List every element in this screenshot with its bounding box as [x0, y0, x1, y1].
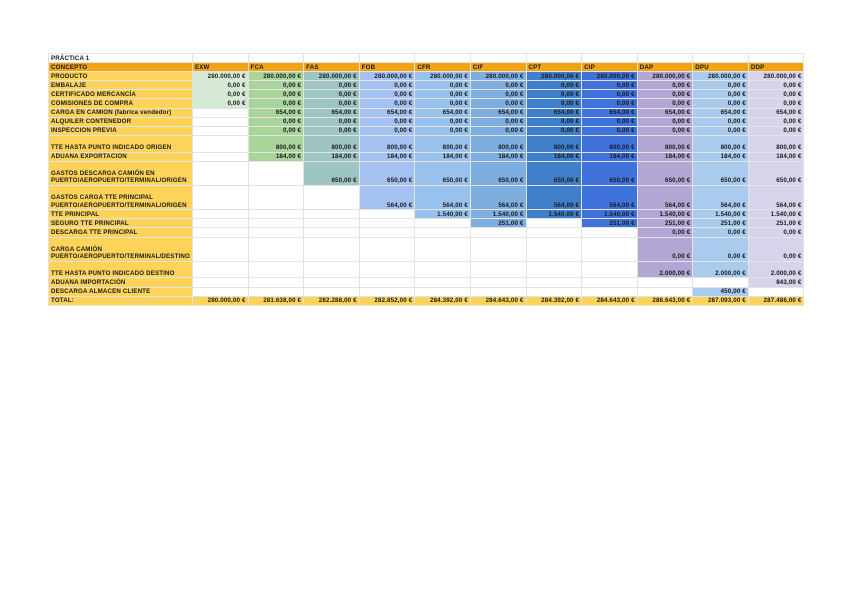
row-label[interactable]: ADUANA EXPORTACIÓN [49, 152, 193, 161]
value-cell-fas[interactable]: 184,00 € [304, 152, 360, 161]
value-cell-fca[interactable] [248, 161, 304, 185]
value-cell-cpt[interactable]: 564,00 € [526, 185, 582, 209]
value-cell-exw[interactable]: 0,00 € [192, 90, 248, 99]
row-label[interactable]: TTE PRINCIPAL [49, 210, 193, 219]
value-cell-fca[interactable] [248, 185, 304, 209]
value-cell-cif[interactable] [470, 228, 526, 237]
value-cell-fas[interactable]: 280.000,00 € [304, 72, 360, 81]
row-label[interactable]: DESCARGA ALMACÉN CLIENTE [49, 287, 193, 296]
value-cell-fob[interactable]: 0,00 € [359, 81, 415, 90]
value-cell-fas[interactable]: 0,00 € [304, 126, 360, 135]
row-label[interactable]: ALQUILER CONTENEDOR [49, 117, 193, 126]
value-cell-cif[interactable]: 800,00 € [470, 135, 526, 152]
value-cell-ddp[interactable]: 0,00 € [748, 126, 804, 135]
table-row [49, 278, 804, 287]
value-cell-ddp[interactable]: 251,00 € [748, 219, 804, 228]
value-cell-fob[interactable]: 0,00 € [359, 99, 415, 108]
value-cell-cip[interactable]: 0,00 € [582, 81, 638, 90]
value-cell-exw[interactable] [192, 185, 248, 209]
value-cell-cpt[interactable]: 0,00 € [526, 81, 582, 90]
value-cell-fob[interactable]: 184,00 € [359, 152, 415, 161]
value-cell-fob[interactable]: 280.000,00 € [359, 72, 415, 81]
value-cell-fca[interactable]: 0,00 € [248, 90, 304, 99]
value-cell-cif[interactable]: 0,00 € [470, 90, 526, 99]
total-cell-fca[interactable]: 281.638,00 € [248, 296, 304, 305]
value-cell-cpt[interactable]: 1.540,00 € [526, 210, 582, 219]
value-cell-fca[interactable] [248, 219, 304, 228]
row-label[interactable]: ADUANA IMPORTACIÓN [49, 278, 193, 287]
value-cell-dpu[interactable] [693, 278, 749, 287]
value-cell-cif[interactable]: 0,00 € [470, 126, 526, 135]
table-row [49, 99, 804, 108]
value-cell-dap[interactable]: 650,00 € [637, 161, 693, 185]
value-cell-cif[interactable]: 0,00 € [470, 99, 526, 108]
value-cell-cfr[interactable]: 0,00 € [415, 117, 471, 126]
value-cell-dpu[interactable]: 2.000,00 € [693, 261, 749, 278]
value-cell-fca[interactable] [248, 287, 304, 296]
total-label[interactable]: TOTAL: [49, 296, 193, 305]
value-cell-fas[interactable] [304, 261, 360, 278]
row-label[interactable]: TTE HASTA PUNTO INDICADO DESTINO [49, 261, 193, 278]
value-cell-fca[interactable]: 800,00 € [248, 135, 304, 152]
value-cell-exw[interactable] [192, 135, 248, 152]
title-row-empty-cell[interactable] [192, 54, 248, 63]
value-cell-fas[interactable]: 650,00 € [304, 161, 360, 185]
row-label[interactable]: EMBALAJE [49, 81, 193, 90]
value-cell-cif[interactable] [470, 261, 526, 278]
value-cell-cfr[interactable]: 0,00 € [415, 81, 471, 90]
column-header-cpt[interactable]: CPT [526, 63, 582, 72]
value-cell-cip[interactable]: 0,00 € [582, 99, 638, 108]
value-cell-cif[interactable]: 280.000,00 € [470, 72, 526, 81]
value-cell-ddp[interactable] [748, 287, 804, 296]
sheet-title[interactable]: PRÁCTICA 1 [49, 54, 193, 63]
value-cell-dpu[interactable]: 654,00 € [693, 108, 749, 117]
value-cell-fca[interactable] [248, 261, 304, 278]
table-row [49, 287, 804, 296]
value-cell-exw[interactable] [192, 278, 248, 287]
value-cell-fca[interactable]: 0,00 € [248, 81, 304, 90]
value-cell-dap[interactable]: 0,00 € [637, 117, 693, 126]
value-cell-dpu[interactable]: 0,00 € [693, 228, 749, 237]
total-cell-cif[interactable]: 284.643,00 € [470, 296, 526, 305]
value-cell-cip[interactable]: 0,00 € [582, 126, 638, 135]
value-cell-dap[interactable]: 0,00 € [637, 237, 693, 261]
value-cell-cip[interactable] [582, 287, 638, 296]
value-cell-fob[interactable] [359, 278, 415, 287]
value-cell-exw[interactable] [192, 287, 248, 296]
value-cell-exw[interactable] [192, 228, 248, 237]
value-cell-fob[interactable]: 650,00 € [359, 161, 415, 185]
table-row [49, 237, 804, 261]
value-cell-fca[interactable] [248, 278, 304, 287]
value-cell-ddp[interactable]: 0,00 € [748, 237, 804, 261]
value-cell-dap[interactable]: 0,00 € [637, 90, 693, 99]
value-cell-dap[interactable]: 280.000,00 € [637, 72, 693, 81]
value-cell-cip[interactable]: 564,00 € [582, 185, 638, 209]
value-cell-exw[interactable]: 280.000,00 € [192, 72, 248, 81]
value-cell-cpt[interactable]: 0,00 € [526, 117, 582, 126]
value-cell-dpu[interactable]: 280.000,00 € [693, 72, 749, 81]
total-cell-cpt[interactable]: 284.392,00 € [526, 296, 582, 305]
value-cell-cpt[interactable] [526, 287, 582, 296]
value-cell-fas[interactable] [304, 210, 360, 219]
table-row [49, 126, 804, 135]
value-cell-fob[interactable] [359, 237, 415, 261]
value-cell-cif[interactable]: 0,00 € [470, 81, 526, 90]
table-row [49, 161, 804, 185]
value-cell-cif[interactable] [470, 287, 526, 296]
value-cell-cpt[interactable]: 0,00 € [526, 99, 582, 108]
title-row-empty-cell[interactable] [470, 54, 526, 63]
table-row [49, 152, 804, 161]
title-row-empty-cell[interactable] [637, 54, 693, 63]
header-row [49, 63, 804, 72]
value-cell-dpu[interactable]: 0,00 € [693, 99, 749, 108]
table-row [49, 210, 804, 219]
value-cell-exw[interactable] [192, 237, 248, 261]
incoterms-table [48, 53, 804, 306]
column-header-fca[interactable]: FCA [248, 63, 304, 72]
value-cell-cfr[interactable]: 0,00 € [415, 126, 471, 135]
value-cell-fca[interactable]: 0,00 € [248, 117, 304, 126]
value-cell-fob[interactable] [359, 210, 415, 219]
total-cell-ddp[interactable]: 287.486,00 € [748, 296, 804, 305]
value-cell-ddp[interactable]: 564,00 € [748, 185, 804, 209]
value-cell-dpu[interactable]: 564,00 € [693, 185, 749, 209]
value-cell-dap[interactable]: 564,00 € [637, 185, 693, 209]
value-cell-dap[interactable]: 654,00 € [637, 108, 693, 117]
value-cell-ddp[interactable]: 280.000,00 € [748, 72, 804, 81]
value-cell-cif[interactable]: 184,00 € [470, 152, 526, 161]
value-cell-fca[interactable]: 0,00 € [248, 99, 304, 108]
table-row [49, 135, 804, 152]
column-header-exw[interactable]: EXW [192, 63, 248, 72]
value-cell-cif[interactable]: 0,00 € [470, 117, 526, 126]
value-cell-ddp[interactable]: 2.000,00 € [748, 261, 804, 278]
value-cell-fca[interactable]: 654,00 € [248, 108, 304, 117]
value-cell-cif[interactable]: 251,00 € [470, 219, 526, 228]
column-header-cip[interactable]: CIP [582, 63, 638, 72]
value-cell-dap[interactable]: 0,00 € [637, 228, 693, 237]
value-cell-exw[interactable] [192, 219, 248, 228]
value-cell-fas[interactable] [304, 237, 360, 261]
value-cell-fca[interactable] [248, 228, 304, 237]
value-cell-fca[interactable]: 184,00 € [248, 152, 304, 161]
row-label[interactable]: GASTOS CARGA TTE PRINCIPAL PUERTO/AEROPUERTO/TERMINAL/ORIGEN [49, 185, 193, 209]
value-cell-dpu[interactable]: 0,00 € [693, 237, 749, 261]
column-header-dpu[interactable]: DPU [693, 63, 749, 72]
value-cell-cif[interactable]: 564,00 € [470, 185, 526, 209]
column-header-fas[interactable]: FAS [304, 63, 360, 72]
row-label[interactable]: CARGA EN CAMIÓN (fabrica vendedor) [49, 108, 193, 117]
title-row [49, 54, 804, 63]
value-cell-cip[interactable] [582, 237, 638, 261]
value-cell-fas[interactable] [304, 185, 360, 209]
value-cell-dap[interactable]: 184,00 € [637, 152, 693, 161]
value-cell-cfr[interactable] [415, 278, 471, 287]
row-label[interactable]: SEGURO TTE PRINCIPAL [49, 219, 193, 228]
value-cell-fas[interactable]: 0,00 € [304, 90, 360, 99]
title-row-empty-cell[interactable] [359, 54, 415, 63]
value-cell-cfr[interactable]: 800,00 € [415, 135, 471, 152]
value-cell-cfr[interactable]: 184,00 € [415, 152, 471, 161]
value-cell-ddp[interactable]: 800,00 € [748, 135, 804, 152]
table-row [49, 117, 804, 126]
value-cell-fas[interactable]: 654,00 € [304, 108, 360, 117]
value-cell-fca[interactable]: 0,00 € [248, 126, 304, 135]
value-cell-dpu[interactable]: 650,00 € [693, 161, 749, 185]
column-header-cfr[interactable]: CFR [415, 63, 471, 72]
value-cell-ddp[interactable]: 0,00 € [748, 228, 804, 237]
value-cell-cpt[interactable] [526, 278, 582, 287]
value-cell-fca[interactable]: 280.000,00 € [248, 72, 304, 81]
value-cell-fob[interactable] [359, 261, 415, 278]
value-cell-cpt[interactable] [526, 228, 582, 237]
title-row-empty-cell[interactable] [415, 54, 471, 63]
value-cell-fob[interactable] [359, 287, 415, 296]
value-cell-fob[interactable]: 654,00 € [359, 108, 415, 117]
total-cell-fob[interactable]: 282.852,00 € [359, 296, 415, 305]
value-cell-cpt[interactable]: 654,00 € [526, 108, 582, 117]
value-cell-cip[interactable] [582, 261, 638, 278]
value-cell-cip[interactable] [582, 278, 638, 287]
value-cell-ddp[interactable]: 650,00 € [748, 161, 804, 185]
value-cell-exw[interactable]: 0,00 € [192, 99, 248, 108]
value-cell-fob[interactable]: 0,00 € [359, 90, 415, 99]
column-header-dap[interactable]: DAP [637, 63, 693, 72]
value-cell-cpt[interactable] [526, 219, 582, 228]
value-cell-dpu[interactable]: 800,00 € [693, 135, 749, 152]
table-row [49, 108, 804, 117]
value-cell-fob[interactable]: 800,00 € [359, 135, 415, 152]
value-cell-cip[interactable]: 650,00 € [582, 161, 638, 185]
total-cell-exw[interactable]: 280.000,00 € [192, 296, 248, 305]
value-cell-ddp[interactable]: 0,00 € [748, 81, 804, 90]
value-cell-exw[interactable] [192, 261, 248, 278]
value-cell-cif[interactable]: 654,00 € [470, 108, 526, 117]
value-cell-dap[interactable]: 0,00 € [637, 126, 693, 135]
value-cell-cpt[interactable] [526, 237, 582, 261]
value-cell-cfr[interactable]: 654,00 € [415, 108, 471, 117]
table-row [49, 72, 804, 81]
value-cell-cfr[interactable]: 280.000,00 € [415, 72, 471, 81]
value-cell-fas[interactable]: 0,00 € [304, 81, 360, 90]
value-cell-cpt[interactable]: 0,00 € [526, 126, 582, 135]
value-cell-cfr[interactable]: 564,00 € [415, 185, 471, 209]
value-cell-cip[interactable]: 280.000,00 € [582, 72, 638, 81]
value-cell-fob[interactable] [359, 219, 415, 228]
value-cell-dpu[interactable]: 450,00 € [693, 287, 749, 296]
title-row-empty-cell[interactable] [526, 54, 582, 63]
total-cell-fas[interactable]: 282.288,00 € [304, 296, 360, 305]
value-cell-dap[interactable]: 1.540,00 € [637, 210, 693, 219]
value-cell-cif[interactable] [470, 278, 526, 287]
value-cell-dpu[interactable]: 0,00 € [693, 81, 749, 90]
value-cell-fas[interactable]: 0,00 € [304, 99, 360, 108]
value-cell-dpu[interactable]: 251,00 € [693, 219, 749, 228]
table-row [49, 185, 804, 209]
value-cell-cip[interactable]: 800,00 € [582, 135, 638, 152]
value-cell-cif[interactable] [470, 237, 526, 261]
row-label[interactable]: DESCARGA TTE PRINCIPAL [49, 228, 193, 237]
row-label[interactable]: CARGA CAMIÓN PUERTO/AEROPUERTO/TERMINAL/DESTINO [49, 237, 193, 261]
total-cell-dap[interactable]: 286.643,00 € [637, 296, 693, 305]
table-row [49, 261, 804, 278]
value-cell-fas[interactable] [304, 278, 360, 287]
row-label[interactable]: PRODUCTO [49, 72, 193, 81]
value-cell-cip[interactable]: 0,00 € [582, 117, 638, 126]
value-cell-cip[interactable]: 654,00 € [582, 108, 638, 117]
value-cell-cip[interactable]: 251,00 € [582, 219, 638, 228]
value-cell-cip[interactable] [582, 228, 638, 237]
value-cell-cfr[interactable] [415, 261, 471, 278]
value-cell-dap[interactable]: 0,00 € [637, 99, 693, 108]
value-cell-cpt[interactable] [526, 261, 582, 278]
value-cell-fas[interactable] [304, 219, 360, 228]
column-header-fob[interactable]: FOB [359, 63, 415, 72]
value-cell-cfr[interactable]: 650,00 € [415, 161, 471, 185]
value-cell-cpt[interactable]: 0,00 € [526, 90, 582, 99]
value-cell-cfr[interactable] [415, 287, 471, 296]
total-cell-dpu[interactable]: 287.093,00 € [693, 296, 749, 305]
value-cell-dpu[interactable]: 0,00 € [693, 117, 749, 126]
value-cell-dap[interactable] [637, 278, 693, 287]
total-cell-cip[interactable]: 284.643,00 € [582, 296, 638, 305]
value-cell-fob[interactable]: 0,00 € [359, 126, 415, 135]
value-cell-ddp[interactable]: 1.540,00 € [748, 210, 804, 219]
value-cell-dpu[interactable]: 0,00 € [693, 90, 749, 99]
row-label[interactable]: CERTIFICADO MERCANCÍA [49, 90, 193, 99]
value-cell-fob[interactable] [359, 228, 415, 237]
title-row-empty-cell[interactable] [248, 54, 304, 63]
title-row-empty-cell[interactable] [582, 54, 638, 63]
value-cell-cfr[interactable] [415, 228, 471, 237]
value-cell-dpu[interactable]: 0,00 € [693, 126, 749, 135]
value-cell-fob[interactable]: 564,00 € [359, 185, 415, 209]
value-cell-fas[interactable] [304, 287, 360, 296]
concept-header[interactable]: CONCEPTO [49, 63, 193, 72]
title-row-empty-cell[interactable] [693, 54, 749, 63]
value-cell-dap[interactable]: 251,00 € [637, 219, 693, 228]
value-cell-cif[interactable]: 1.540,00 € [470, 210, 526, 219]
value-cell-dpu[interactable]: 184,00 € [693, 152, 749, 161]
value-cell-cip[interactable]: 1.540,00 € [582, 210, 638, 219]
title-row-empty-cell[interactable] [304, 54, 360, 63]
value-cell-dpu[interactable]: 1.540,00 € [693, 210, 749, 219]
value-cell-dap[interactable]: 2.000,00 € [637, 261, 693, 278]
column-header-cif[interactable]: CIF [470, 63, 526, 72]
total-row [49, 296, 804, 305]
value-cell-cpt[interactable]: 184,00 € [526, 152, 582, 161]
value-cell-cfr[interactable]: 0,00 € [415, 99, 471, 108]
row-label[interactable]: INSPECCIÓN PREVIA [49, 126, 193, 135]
title-row-empty-cell[interactable] [748, 54, 804, 63]
value-cell-cfr[interactable] [415, 237, 471, 261]
value-cell-exw[interactable] [192, 210, 248, 219]
value-cell-ddp[interactable]: 0,00 € [748, 117, 804, 126]
row-label[interactable]: GASTOS DESCARGA CAMIÓN EN PUERTO/AEROPUERTO/TERMINAL/ORIGEN [49, 161, 193, 185]
value-cell-dap[interactable]: 800,00 € [637, 135, 693, 152]
value-cell-fas[interactable] [304, 228, 360, 237]
value-cell-cpt[interactable]: 280.000,00 € [526, 72, 582, 81]
value-cell-exw[interactable] [192, 117, 248, 126]
value-cell-cpt[interactable]: 800,00 € [526, 135, 582, 152]
value-cell-cfr[interactable]: 0,00 € [415, 90, 471, 99]
value-cell-cpt[interactable]: 650,00 € [526, 161, 582, 185]
column-header-ddp[interactable]: DDP [748, 63, 804, 72]
table-row [49, 81, 804, 90]
value-cell-fca[interactable] [248, 237, 304, 261]
value-cell-fas[interactable]: 800,00 € [304, 135, 360, 152]
total-cell-cfr[interactable]: 284.392,00 € [415, 296, 471, 305]
value-cell-cip[interactable]: 184,00 € [582, 152, 638, 161]
table-row [49, 90, 804, 99]
value-cell-fob[interactable]: 0,00 € [359, 117, 415, 126]
value-cell-exw[interactable]: 0,00 € [192, 81, 248, 90]
value-cell-fas[interactable]: 0,00 € [304, 117, 360, 126]
value-cell-ddp[interactable]: 654,00 € [748, 108, 804, 117]
value-cell-cif[interactable]: 650,00 € [470, 161, 526, 185]
value-cell-dap[interactable] [637, 287, 693, 296]
value-cell-dap[interactable]: 0,00 € [637, 81, 693, 90]
value-cell-ddp[interactable]: 0,00 € [748, 99, 804, 108]
table-row [49, 228, 804, 237]
value-cell-cfr[interactable] [415, 219, 471, 228]
table-row [49, 219, 804, 228]
value-cell-ddp[interactable]: 0,00 € [748, 90, 804, 99]
value-cell-exw[interactable] [192, 161, 248, 185]
value-cell-exw[interactable] [192, 152, 248, 161]
row-label[interactable]: COMISIONES DE COMPRA [49, 99, 193, 108]
value-cell-cfr[interactable]: 1.540,00 € [415, 210, 471, 219]
value-cell-cip[interactable]: 0,00 € [582, 90, 638, 99]
value-cell-ddp[interactable]: 843,00 € [748, 278, 804, 287]
value-cell-exw[interactable] [192, 108, 248, 117]
value-cell-fca[interactable] [248, 210, 304, 219]
row-label[interactable]: TTE HASTA PUNTO INDICADO ORIGEN [49, 135, 193, 152]
value-cell-exw[interactable] [192, 126, 248, 135]
value-cell-ddp[interactable]: 184,00 € [748, 152, 804, 161]
